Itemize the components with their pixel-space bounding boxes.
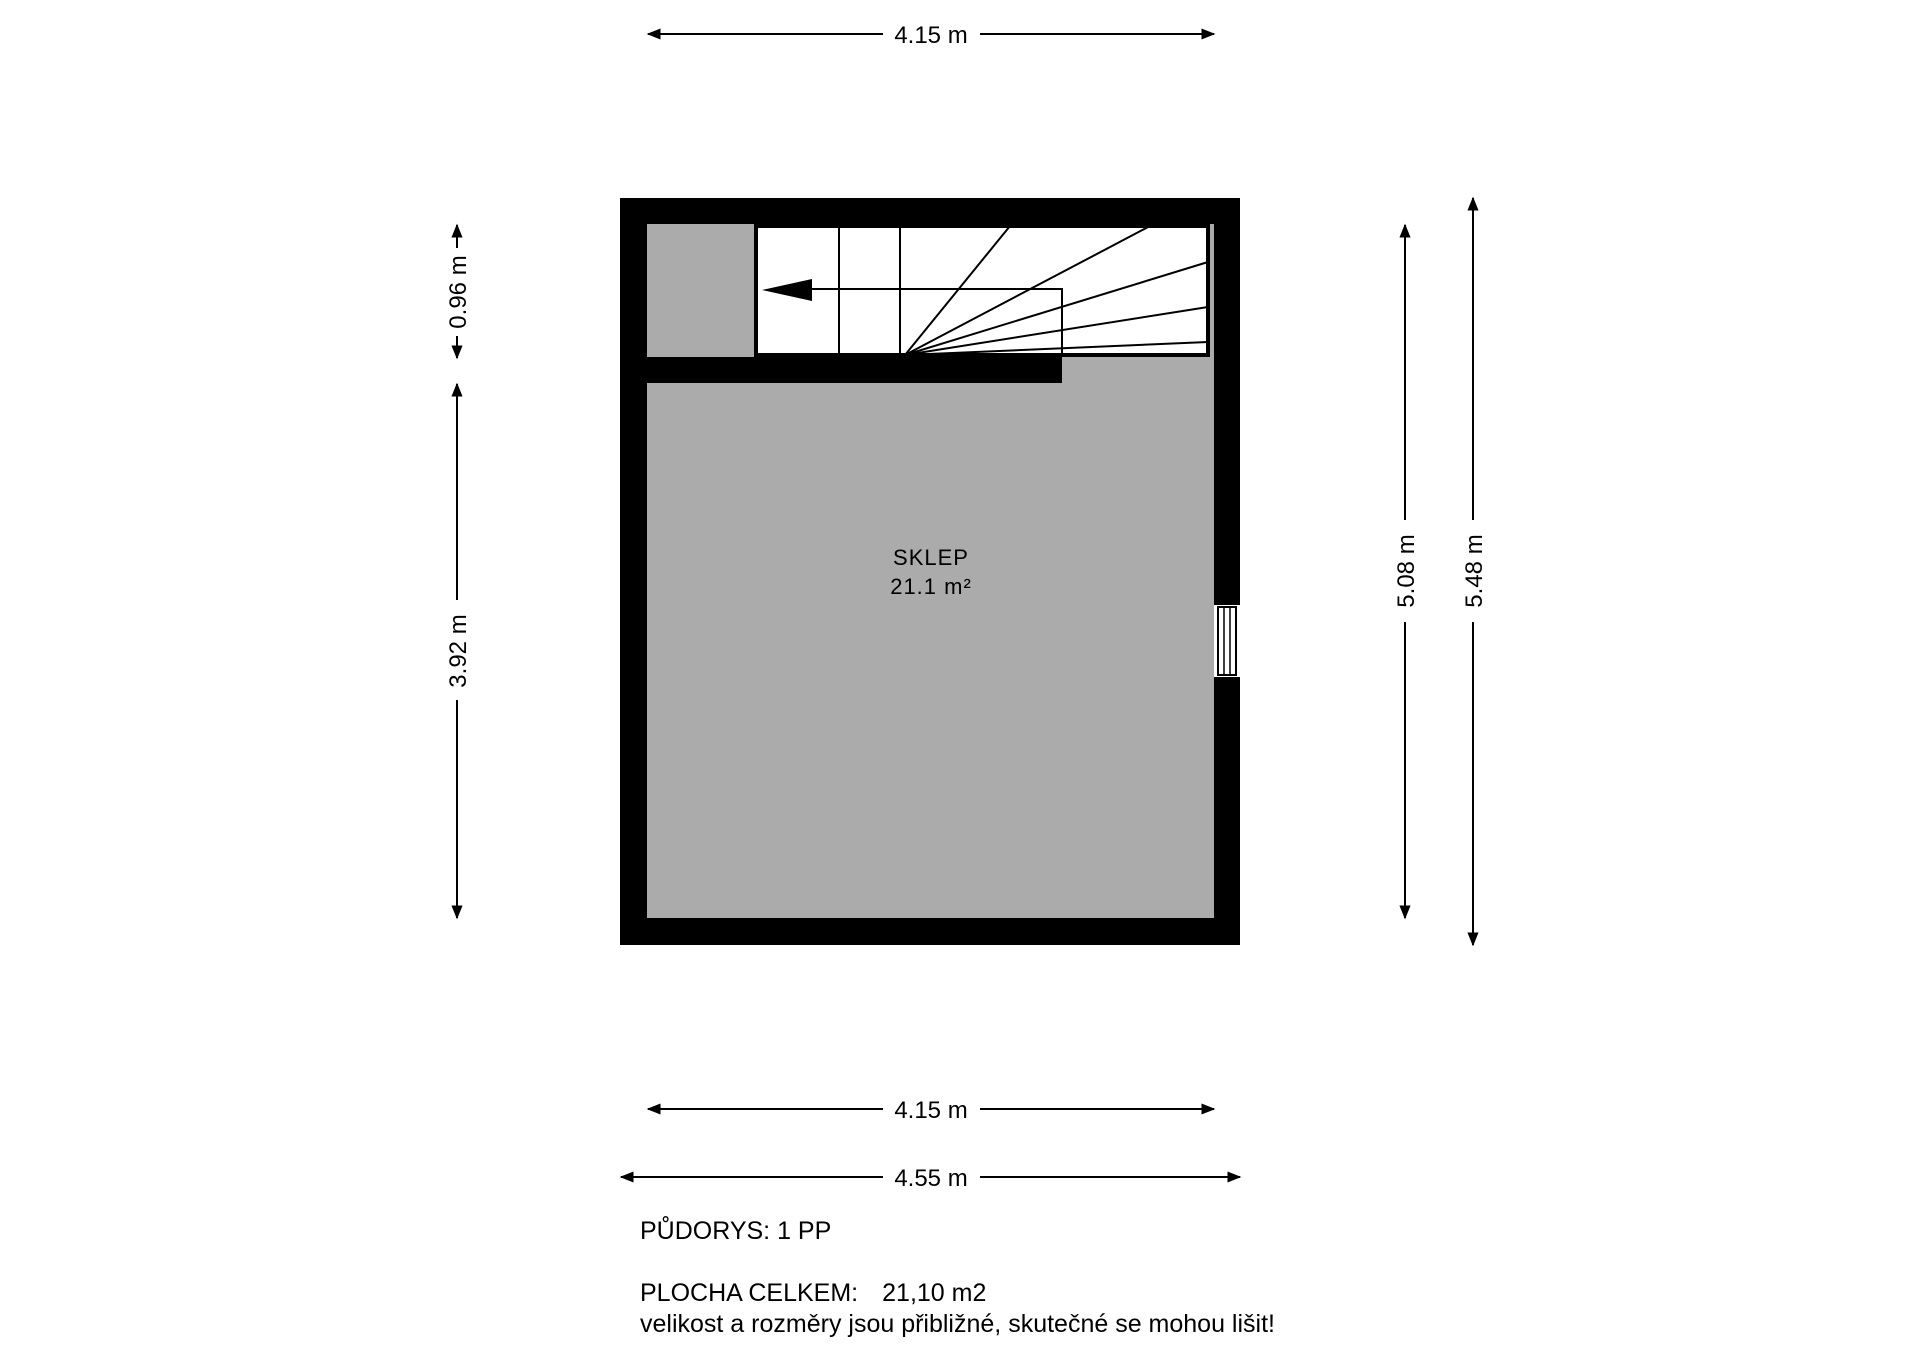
- window: [1218, 607, 1236, 675]
- dimension-bottom-outer-label: 4.55 m: [894, 1165, 968, 1192]
- room-name: SKLEP: [893, 545, 969, 570]
- dimension-right-inner-label: 5.08 m: [1393, 534, 1420, 608]
- dimension-left-upper-label: 0.96 m: [445, 255, 472, 329]
- dimension-bottom-inner: [648, 1097, 1214, 1124]
- total-area-row: [640, 1278, 986, 1308]
- dimension-right-outer-label: 5.48 m: [1461, 534, 1488, 608]
- dimension-top-label: 4.15 m: [894, 22, 968, 49]
- dimension-left-lower: [445, 384, 472, 918]
- dimension-top: [648, 22, 1214, 49]
- dimension-right-inner: [1393, 225, 1420, 918]
- dimension-bottom-outer: [621, 1165, 1240, 1192]
- total-area-value: 21,10 m2: [882, 1279, 987, 1307]
- stair-wall: [647, 357, 1062, 383]
- total-area-label: PLOCHA CELKEM:: [640, 1279, 859, 1307]
- dimension-left-upper: [445, 225, 472, 358]
- staircase: [756, 226, 1208, 355]
- dimension-right-outer: [1461, 198, 1488, 945]
- floor-plan-title: PŮDORYS: 1 PP: [640, 1217, 832, 1245]
- room-area: 21.1 m²: [890, 574, 972, 599]
- dimension-left-lower-label: 3.92 m: [445, 614, 472, 688]
- disclaimer: velikost a rozměry jsou přibližné, skutečné se mohou lišit!: [640, 1310, 1275, 1338]
- dimension-bottom-inner-label: 4.15 m: [894, 1097, 968, 1124]
